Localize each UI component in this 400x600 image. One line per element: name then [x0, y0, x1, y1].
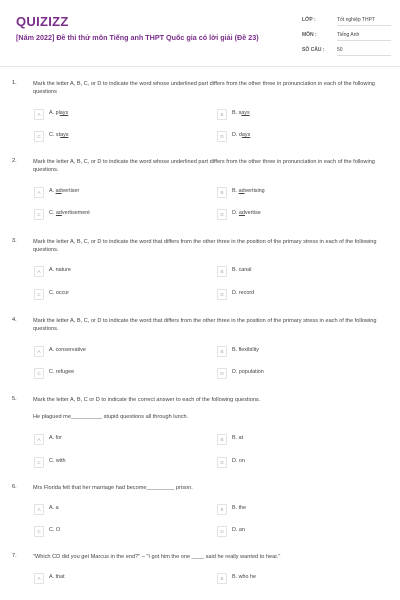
option-letter-box: D [217, 368, 227, 379]
question-text: Mark the letter A, B, C, or D to indicate the word that differs from the other three in the position of the primary stress in each of the following questions. [33, 239, 377, 254]
option-text: C. with [49, 458, 66, 464]
option-letter-box: B [217, 109, 227, 120]
option-letter-box: B [217, 346, 227, 357]
option-letter-box: A [34, 266, 44, 277]
meta-label-question-count: SỐ CÂU : [302, 47, 325, 53]
option-letter-box: B [217, 504, 227, 515]
option-letter-box: A [34, 346, 44, 357]
option-letter-box: A [34, 573, 44, 584]
option-letter-box: D [217, 526, 227, 537]
option-text: B. canal [232, 267, 252, 273]
option-letter-box: A [34, 109, 44, 120]
option-text: D. advertise [232, 210, 261, 216]
option-text: D. record [232, 290, 255, 296]
question-number: 7. [12, 553, 17, 559]
question-text: Mark the letter A, B, C, or D to indicate the word whose underlined part differs from the other three in pronunciation in each of the following questions. [33, 159, 375, 174]
option-letter-box: C [34, 209, 44, 220]
option-text: C. O [49, 527, 61, 533]
question-text: "Which CD did you get Marcus in the end?" – "I got him the one ____ said he really wanted to hear." [33, 554, 281, 560]
option-letter-box: B [217, 434, 227, 445]
option-letter-box: A [34, 504, 44, 515]
option-text: A. conservative [49, 347, 86, 353]
meta-value-class: Tốt nghiệp THPT [337, 17, 391, 26]
question-text: Mark the letter A, B, C, or D to indicate the word that differs from the other three in the position of the primary stress in each of the following questions. [33, 318, 377, 333]
option-letter-box: C [34, 368, 44, 379]
question-text: Mark the letter A, B, C or D to indicate the correct answer to each of the following questions. [33, 397, 261, 403]
question-text: Mark the letter A, B, C, or D to indicate the word whose underlined part differs from the other three in pronunciation in each of the following questions [33, 81, 375, 96]
meta-value-subject: Tiếng Anh [337, 32, 391, 41]
question-number: 4. [12, 317, 17, 323]
option-letter-box: D [217, 457, 227, 468]
question-number: 5. [12, 396, 17, 402]
option-letter-box: C [34, 457, 44, 468]
question-text: Mrs Florida felt that her marriage had become_________ prison. [33, 485, 193, 491]
option-text: A. a [49, 505, 59, 511]
document-title: [Năm 2022] Đề thi thử môn Tiếng anh THPT Quốc gia có lời giải (Đề 23) [16, 33, 259, 42]
question-number: 3. [12, 238, 17, 244]
option-text: D. an [232, 527, 245, 533]
option-text: A. advertiser [49, 188, 80, 194]
option-text: A. plays [49, 110, 69, 116]
quizizz-logo: QUIZIZZ [16, 14, 69, 29]
question-number: 2. [12, 158, 17, 164]
option-text: B. the [232, 505, 247, 511]
question-number: 6. [12, 484, 17, 490]
option-letter-box: B [217, 266, 227, 277]
option-text: A. nature [49, 267, 71, 273]
option-text: A. that [49, 574, 65, 580]
option-letter-box: D [217, 289, 227, 300]
option-text: D. days [232, 132, 251, 138]
page-header [0, 0, 400, 67]
meta-label-class: LỚP : [302, 17, 316, 23]
option-text: C. occur [49, 290, 70, 296]
option-text: B. who he [232, 574, 256, 580]
option-text: C. stays [49, 132, 69, 138]
option-letter-box: A [34, 434, 44, 445]
option-text: C. refugee [49, 369, 75, 375]
option-letter-box: B [217, 573, 227, 584]
option-text: B. advertising [232, 188, 265, 194]
option-text: A. for [49, 435, 62, 441]
option-letter-box: C [34, 131, 44, 142]
meta-label-subject: MÔN : [302, 32, 317, 38]
option-text: D. on [232, 458, 245, 464]
meta-value-question-count: 50 [337, 47, 391, 56]
option-letter-box: C [34, 289, 44, 300]
option-text: B. at [232, 435, 244, 441]
option-text: C. advertisement [49, 210, 90, 216]
question-prompt: He plagued me__________ stupid questions all through lunch. [33, 414, 189, 420]
option-letter-box: D [217, 131, 227, 142]
option-letter-box: B [217, 187, 227, 198]
option-text: D. population [232, 369, 264, 375]
question-number: 1. [12, 80, 17, 86]
option-letter-box: C [34, 526, 44, 537]
option-letter-box: A [34, 187, 44, 198]
option-text: B. flexibility [232, 347, 259, 353]
option-text: B. says [232, 110, 250, 116]
option-letter-box: D [217, 209, 227, 220]
